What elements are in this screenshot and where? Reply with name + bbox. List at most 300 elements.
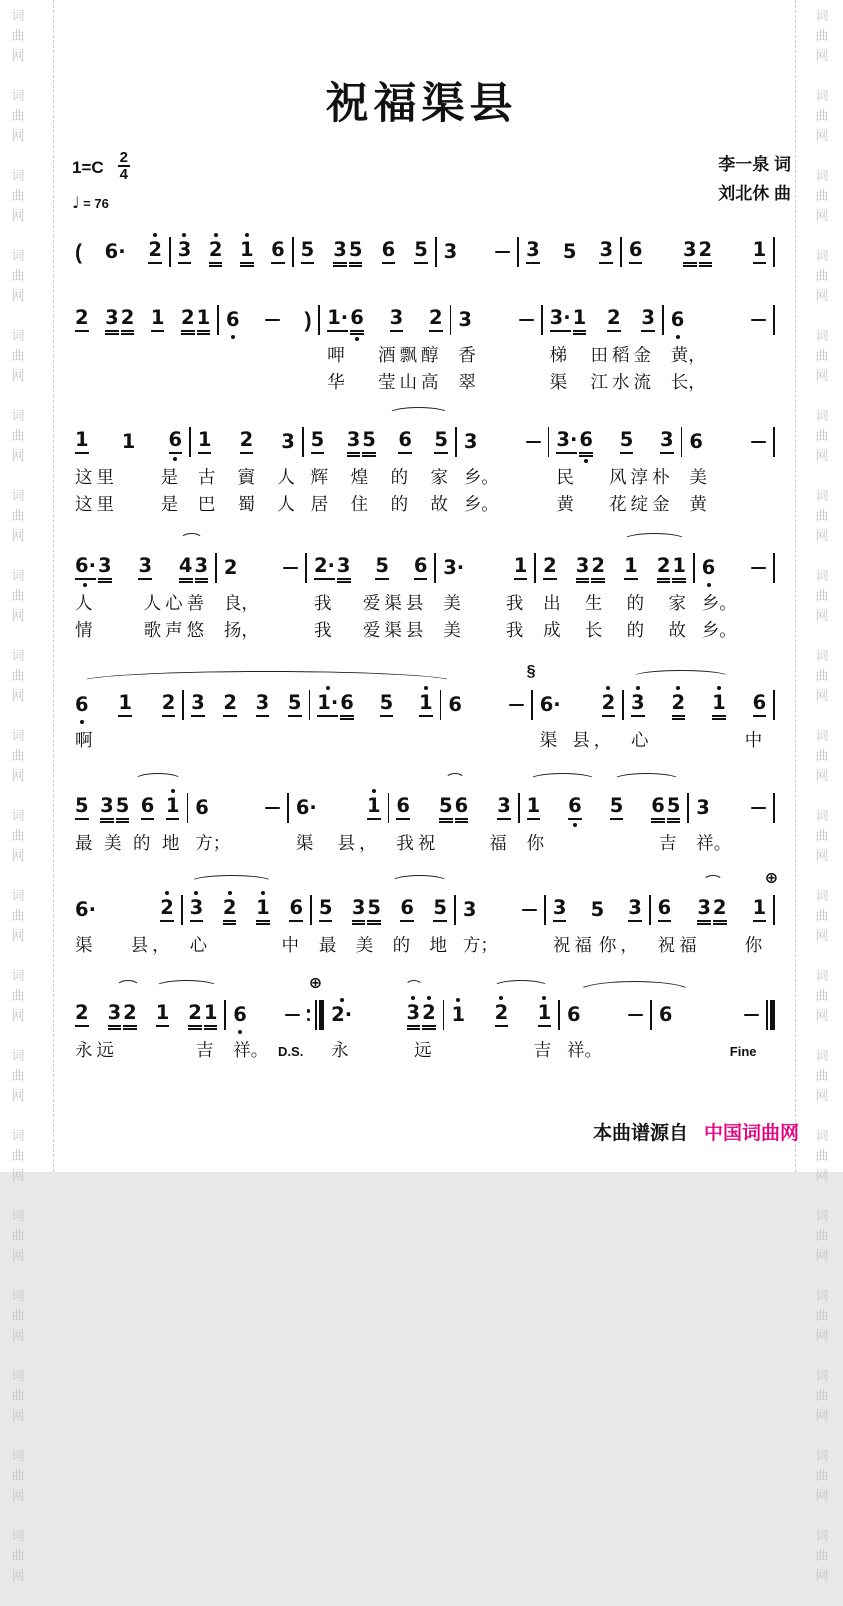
octave-dot-high [326,686,330,690]
score-line [68,870,779,958]
watermark-char: 曲 [815,828,829,843]
note: 1 [538,1003,552,1027]
octave-dot-high [261,891,265,895]
note: 1 [75,430,89,454]
note: 2 [543,556,557,580]
notes-row [543,299,662,341]
lyric-segment: 县， [130,935,174,955]
note: 6· [75,898,96,922]
note: 5 [610,796,624,820]
slur-arc [391,875,448,889]
note-dash [265,319,280,322]
barline [773,530,775,643]
ds-mark: D.S. [278,1044,304,1059]
watermark-char: 曲 [11,748,25,763]
slur-zone [689,770,773,787]
measure [546,872,649,958]
watermark-char: 词 [11,328,25,343]
lyric-syllable: 家 [668,593,686,613]
measure [217,530,305,643]
lyric-syllable: 出 [543,593,561,613]
lyric-segment: 福 [489,833,511,853]
right-dashed-border [795,0,796,1172]
note: 3 [256,693,270,717]
slur-zone [664,282,773,299]
octave-dot-low [573,823,577,827]
watermark-char: 网 [11,208,25,223]
segno-mark: § [526,663,536,680]
watermark-char: 曲 [815,1468,829,1483]
measure [289,770,388,856]
notes-row [437,231,518,273]
watermark-char: 曲 [815,268,829,283]
lyrics-row [68,490,189,517]
slur-zone [188,770,287,787]
note: 3 [697,898,711,922]
watermark-char: 词 [815,1368,829,1383]
watermark-char: 曲 [11,988,25,1003]
watermark-char: 曲 [815,428,829,443]
note: 6 [651,796,665,820]
notes-row [624,684,773,726]
notes-row [320,299,449,341]
lyric-syllable: 扬， [223,620,259,640]
lyrics-row [624,726,773,753]
watermark-group [6,1206,30,1266]
lyric-syllable: 的 [392,935,411,955]
lyric-segment: 永远 [75,1040,118,1060]
watermark-char: 曲 [815,1548,829,1563]
lyric-segment: 爱渠县 [362,593,428,613]
note: 5 [319,898,333,922]
slur-zone [294,214,435,231]
measure [68,404,189,517]
note: 5 [434,430,448,454]
score-line [68,977,775,1063]
note: 5 [288,693,302,717]
watermark-char: 曲 [815,1388,829,1403]
note: 2 [713,898,727,922]
note-dash [285,1014,300,1017]
note: 1 [624,556,638,580]
watermark-char: 网 [11,48,25,63]
note: 1 [118,693,132,717]
notes-row [312,889,454,931]
octave-dot-high [676,686,680,690]
measure [294,214,435,273]
note: 1· [317,693,338,717]
note: 1 [121,430,136,454]
note: 2 [162,693,176,717]
watermark-group [6,966,30,1026]
notes-row [560,994,650,1036]
slur-zone [560,977,650,994]
note: 6 [382,240,396,264]
slur-zone [456,872,544,889]
slur-zone [68,667,182,684]
measure [689,770,773,856]
octave-dot-high [636,686,640,690]
slur-zone [304,404,455,421]
slur-zone [289,770,388,787]
note: 3 [190,898,204,922]
lyric-segment: 我祝 [396,833,440,853]
lyric-segment: 你， [598,935,642,955]
watermark-char: 网 [11,848,25,863]
measure [312,872,454,958]
score-line [68,214,775,273]
notes-row [68,787,187,829]
lyrics-row [219,341,318,368]
lyric-segment: 华 [327,372,349,392]
note-cluster [651,796,680,820]
note: 6 [455,796,469,820]
note: 1 [367,796,381,820]
lyric-segment: 心 [631,730,653,750]
watermark-group [6,1446,30,1506]
watermark-char: 曲 [815,668,829,683]
lyric-syllable: 故 [430,494,449,514]
notes-row [519,231,620,273]
watermark-group [6,726,30,786]
notes-row [310,684,439,726]
note: 3 [407,1003,421,1027]
score-line [68,663,775,753]
note-cluster [697,898,726,922]
watermark-char: 曲 [815,1228,829,1243]
watermark-char: 词 [815,168,829,183]
watermark-right [810,6,834,1606]
slur-arc [493,980,549,994]
lyric-syllable: 翠 [458,372,476,392]
lyric-segment: 爱渠县 [362,620,428,640]
note-dash [265,807,280,810]
watermark-char: 词 [815,728,829,743]
lyric-syllable: 的 [626,620,645,640]
lyrics-row [543,368,662,395]
watermark-char: 网 [815,128,829,143]
watermark-group [810,1286,834,1346]
watermark-group [810,1126,834,1186]
watermark-char: 词 [11,1448,25,1463]
watermark-char: 网 [815,1408,829,1423]
note-cluster [347,430,376,454]
lyrics-row [310,726,439,753]
note: 5 [375,556,389,580]
measure [457,404,548,517]
measure [520,770,688,856]
watermark-char: 曲 [11,28,25,43]
notes-row [226,994,307,1036]
slur-zone [622,214,773,231]
note: 5 [620,430,634,454]
octave-dot-low [584,459,588,463]
slur-arc [190,875,274,889]
watermark-char: 词 [11,488,25,503]
note: 6 [226,310,240,330]
note: 2 [602,693,616,717]
watermark-char: 网 [11,1568,25,1583]
measure [188,770,287,856]
note: 2· [314,556,335,580]
watermark-char: 网 [815,688,829,703]
note: 3 [576,556,590,580]
octave-dot-low [173,457,177,461]
notes-row [436,547,534,589]
note-cluster [352,898,381,922]
note: 6 [753,693,767,717]
note: 3 [683,240,697,264]
lyrics-row [68,589,215,616]
note: 6 [671,310,685,330]
watermark-char: 网 [11,368,25,383]
measure [183,872,310,958]
slur-zone [682,404,773,421]
watermark-char: 曲 [11,188,25,203]
note: 5 [380,693,394,717]
measure [68,977,224,1063]
lyric-syllable: 成 [543,620,561,640]
slur-zone [219,282,318,299]
slur-zone [184,667,308,684]
octave-dot-high [411,996,415,1000]
notes-row [622,231,773,273]
watermark-char: 网 [815,928,829,943]
lyric-syllable: 乡。 [701,620,737,640]
measure [560,977,650,1063]
measure [437,214,518,273]
watermark-char: 网 [11,1248,25,1263]
note: 6 [568,796,582,820]
notes-row [533,684,623,726]
score-line [68,404,775,517]
watermark-group [810,1206,834,1266]
watermark-char: 网 [11,1168,25,1183]
note-cluster [556,430,593,454]
score-line [68,770,775,856]
watermark-char: 网 [815,848,829,863]
note-dash [751,441,766,444]
watermark-group [810,406,834,466]
notes-row [652,994,766,1036]
note: 3· [550,308,571,332]
note: 5 [116,796,130,820]
lyrics-row [217,589,305,616]
note: 3 [462,898,477,922]
measure [549,404,680,517]
lyrics-row [441,726,531,753]
lyric-segment: 我 [313,620,336,640]
lyric-segment: 祝福 [657,935,701,955]
note: 3 [347,430,361,454]
watermark-char: 网 [11,608,25,623]
note: 3 [281,430,295,454]
note-dash [526,441,541,444]
slur-zone [68,282,217,299]
note-cluster [100,796,129,820]
note: 6 [141,796,155,820]
lyric-syllable: 吉 [533,1040,552,1060]
watermark-char: 词 [11,248,25,263]
watermark-char: 曲 [11,1468,25,1483]
watermark-char: 曲 [815,348,829,363]
staff-row [68,977,775,1063]
watermark-char: 网 [11,1328,25,1343]
watermark-char: 词 [11,1048,25,1063]
measure [519,214,620,273]
lyric-segment: 歌声悠 [143,620,209,640]
watermark-char: 网 [11,528,25,543]
note: 3· [443,556,465,580]
watermark-group [6,1046,30,1106]
note: 5 [362,430,376,454]
lyric-syllable [451,1037,469,1062]
note: 3 [696,796,710,820]
lyrics-row [183,931,310,958]
staff-row [68,770,775,856]
note: 5 [439,796,453,820]
lyric-syllable: 的 [133,833,151,853]
lyric-syllable: 美 [689,467,707,487]
slur-zone [549,404,680,421]
slur-arc [703,875,722,889]
slur-arc [405,980,424,994]
lyric-segment: 县， [572,730,616,750]
note-dash [744,1014,759,1017]
note: 2 [223,898,237,922]
watermark-char: 词 [11,1528,25,1543]
note: 6 [289,898,303,922]
lyric-syllable: 人 [277,467,295,487]
slur-zone [307,530,434,547]
watermark-char: 曲 [11,1068,25,1083]
watermark-group [6,246,30,306]
note: 2 [607,308,621,332]
lyric-segment: 我 [505,620,528,640]
note: 6 [702,558,716,578]
notes-row [68,994,224,1036]
watermark-group [810,166,834,226]
watermark-group [6,406,30,466]
slur-zone [183,872,310,889]
watermark-char: 词 [11,568,25,583]
note: 5 [562,240,577,264]
lyric-syllable: 祥。 [696,833,732,853]
measure [68,530,215,643]
watermark-left [6,6,30,1606]
note: 6 [400,898,414,922]
lyric-segment: 吉 [195,1040,218,1060]
lyric-syllable: 的 [626,593,645,613]
lyrics-row [451,368,541,395]
note: 2 [160,898,174,922]
notes-row [549,421,680,463]
footer-site[interactable]: 中国词曲网 [703,1123,799,1144]
notes-row [456,889,544,931]
lyrics-row [312,931,454,958]
measure [310,667,439,753]
lyric-syllable: 乡。 [463,494,499,514]
note-cluster [439,796,468,820]
note: 5 [433,898,447,922]
note: 1 [672,556,686,580]
measure [68,214,169,273]
watermark-char: 网 [815,368,829,383]
lyrics-row [695,616,773,643]
watermark-group [810,566,834,626]
notes-row [188,787,287,829]
watermark-char: 词 [815,408,829,423]
note: 6 [340,693,354,717]
lyric-segment: 你 [526,833,549,853]
note: 3 [178,240,192,264]
note-dash [751,567,766,570]
lyrics-row [68,726,182,753]
lyrics-row [549,490,680,517]
notes-row [68,684,182,726]
tempo-marking [72,193,130,212]
notes-row [217,547,305,589]
notes-row [536,547,693,589]
watermark-char: 词 [815,808,829,823]
lyric-segment: 我 [505,593,528,613]
measure [304,404,455,517]
note: 6· [295,796,317,820]
notes-row [68,421,189,463]
lyrics-row [320,368,449,395]
lyric-syllable: 美 [104,833,122,853]
watermark-char: 词 [815,248,829,263]
watermark-char: 曲 [11,668,25,683]
time-denominator: 4 [119,166,129,183]
watermark-char: 曲 [11,588,25,603]
lyric-syllable: 乡。 [701,593,737,613]
note: 2 [75,308,89,332]
slur-zone [320,282,449,299]
note: 5 [367,898,381,922]
lyric-syllable: 最 [318,935,337,955]
note: 3 [138,556,152,580]
watermark-char: 网 [11,1008,25,1023]
lyrics-row [324,1036,443,1063]
note: 6 [414,556,428,580]
watermark-group [810,1526,834,1586]
notes-row [451,299,541,341]
watermark-char: 词 [815,888,829,903]
note-cluster [188,1003,217,1027]
octave-dot-high [165,891,169,895]
coda-mark: ⊕ [308,975,323,992]
octave-dot-high [427,996,431,1000]
lyric-syllable: 故 [668,620,686,640]
note: 2 [699,240,713,264]
lyrics-row [549,463,680,490]
score-line [68,530,775,643]
slur-arc [632,670,729,684]
watermark-char: 词 [11,808,25,823]
octave-dot-high [182,233,186,237]
watermark-char: 词 [815,568,829,583]
watermark-char: 网 [815,288,829,303]
lyrics-row [68,368,217,395]
octave-dot-high [424,686,428,690]
note: 3 [333,240,347,264]
note: 1 [166,796,180,820]
watermark-char: 网 [815,1568,829,1583]
watermark-group [6,6,30,66]
octave-dot-low [80,720,84,724]
lyric-syllable: 巴 [197,494,216,514]
